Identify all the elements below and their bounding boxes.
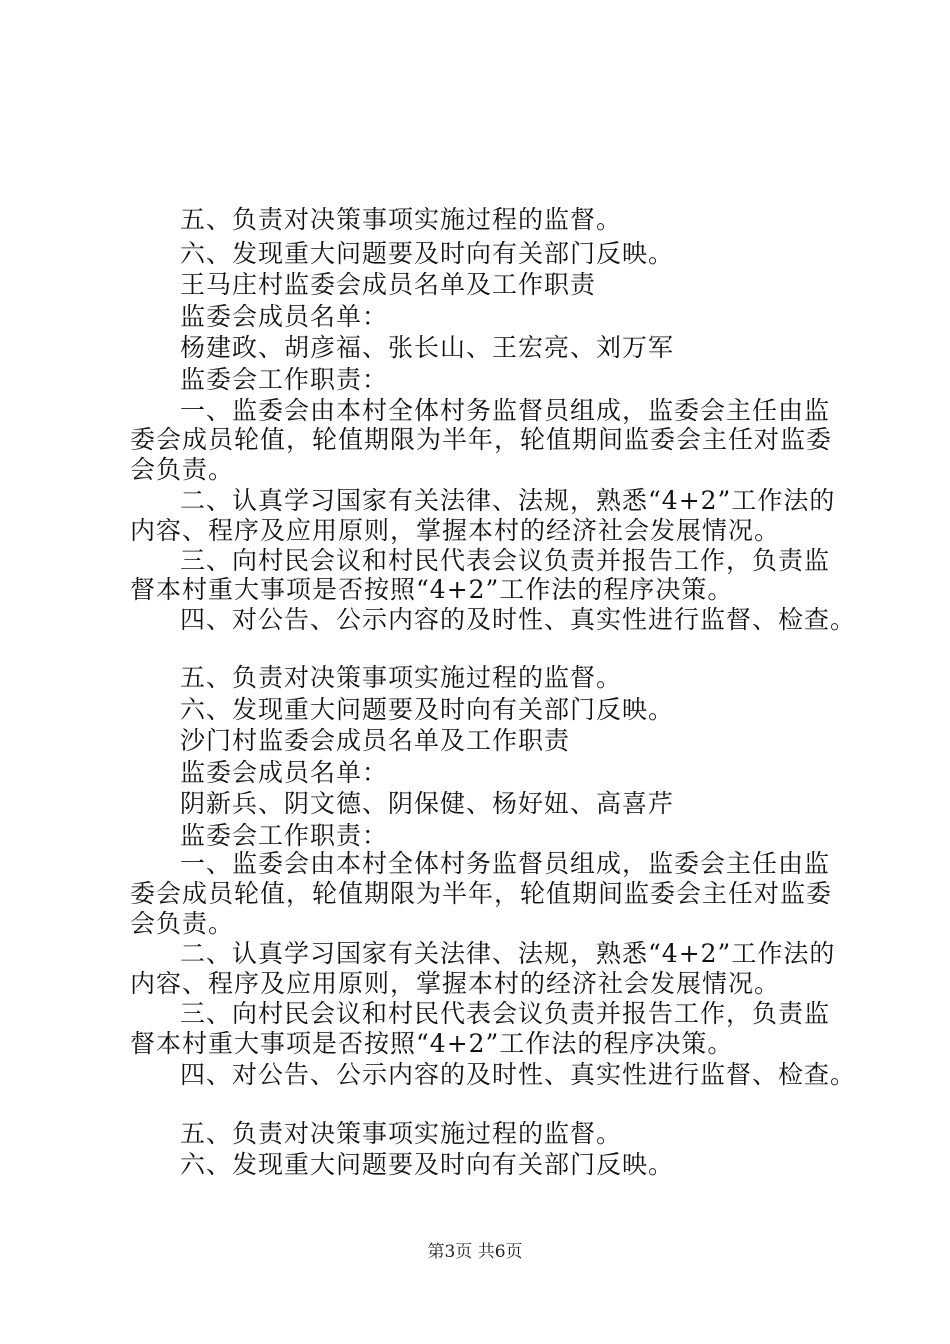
text-line: 二、认真学习国家有关法律、法规，熟悉“4+2”工作法的 [180,486,836,515]
text-line: 会负责。 [130,455,235,484]
text-line: 三、向村民会议和村民代表会议负责并报告工作，负责监 [180,546,831,575]
text-line: 四、对公告、公示内容的及时性、真实性进行监督、检查。 [180,1060,857,1089]
section-heading: 沙门村监委会成员名单及工作职责 [180,726,571,755]
text-line: 监委会成员名单： [180,758,389,787]
text-line: 委会成员轮值，轮值期限为半年，轮值期间监委会主任对监委 [130,879,833,908]
text-line: 六、发现重大问题要及时向有关部门反映。 [180,695,675,724]
text-line: 五、负责对决策事项实施过程的监督。 [180,663,623,692]
section-heading: 王马庄村监委会成员名单及工作职责 [180,270,597,299]
text-line: 监委会工作职责： [180,821,389,850]
text-line: 一、监委会由本村全体村务监督员组成，监委会主任由监 [180,396,831,425]
text-line: 会负责。 [130,909,235,938]
text-line: 五、负责对决策事项实施过程的监督。 [180,1119,623,1148]
text-line: 监委会工作职责： [180,365,389,394]
text-line: 监委会成员名单： [180,302,389,331]
text-line: 内容、程序及应用原则，掌握本村的经济社会发展情况。 [130,969,781,998]
text-line: 六、发现重大问题要及时向有关部门反映。 [180,239,675,268]
text-line: 一、监委会由本村全体村务监督员组成，监委会主任由监 [180,849,831,878]
member-names: 杨建政、胡彦福、张长山、王宏亮、刘万军 [180,333,675,362]
text-line: 内容、程序及应用原则，掌握本村的经济社会发展情况。 [130,516,781,545]
member-names: 阴新兵、阴文德、阴保健、杨好妞、高喜芹 [180,789,675,818]
text-line: 六、发现重大问题要及时向有关部门反映。 [180,1150,675,1179]
text-line: 三、向村民会议和村民代表会议负责并报告工作，负责监 [180,999,831,1028]
text-line: 四、对公告、公示内容的及时性、真实性进行监督、检查。 [180,605,857,634]
text-line: 督本村重大事项是否按照“4+2”工作法的程序决策。 [130,1029,734,1058]
text-line: 二、认真学习国家有关法律、法规，熟悉“4+2”工作法的 [180,939,836,968]
text-line: 五、负责对决策事项实施过程的监督。 [180,205,623,234]
text-line: 督本村重大事项是否按照“4+2”工作法的程序决策。 [130,575,734,604]
page-number-footer: 第3页 共6页 [427,1242,523,1262]
text-line: 委会成员轮值，轮值期限为半年，轮值期间监委会主任对监委 [130,425,833,454]
